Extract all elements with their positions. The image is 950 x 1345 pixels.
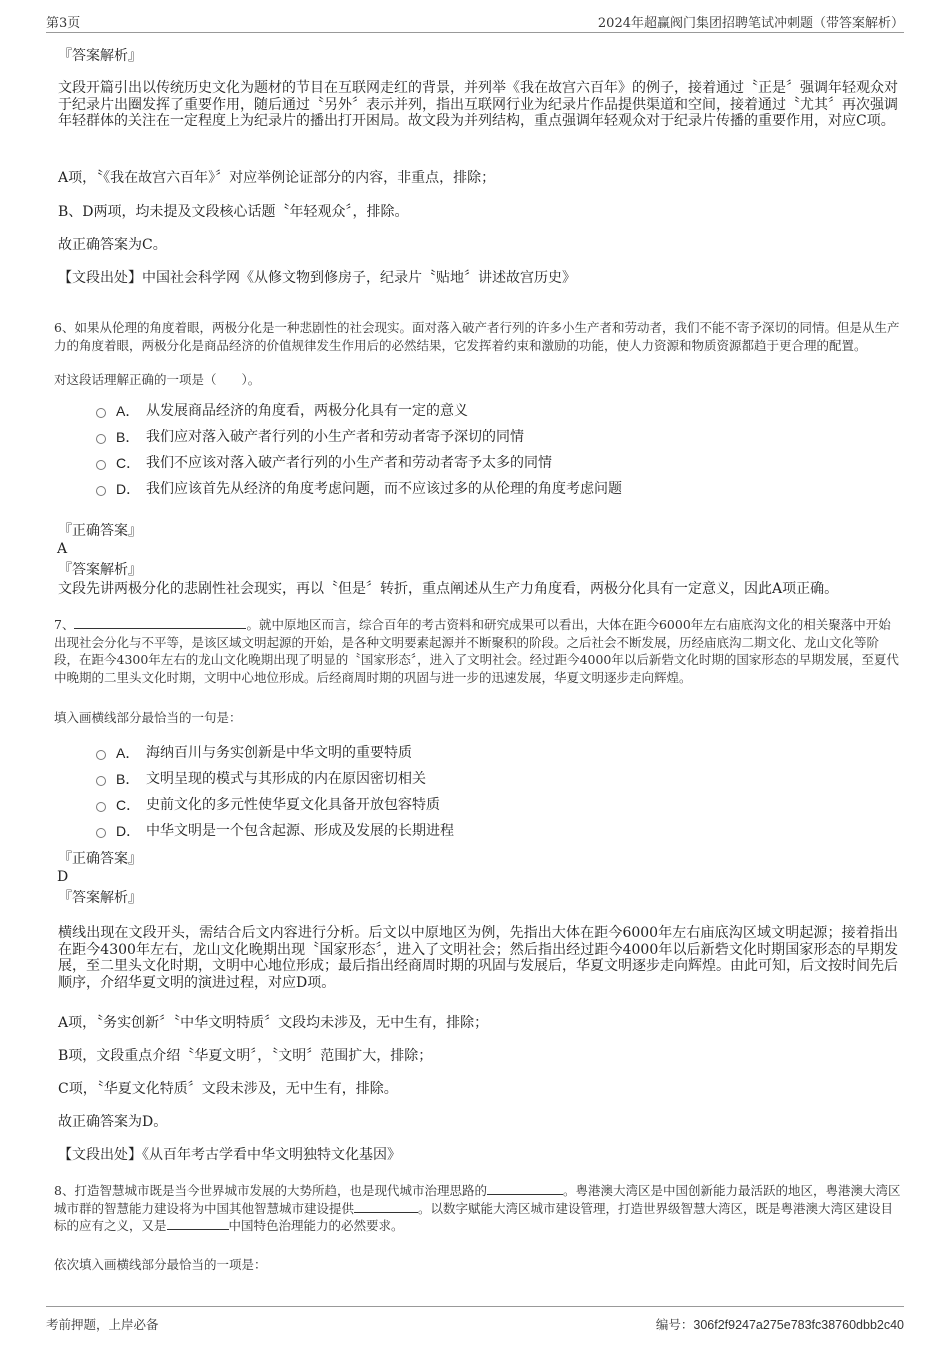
q8-part-4: 中国特色治理能力的必然要求。	[228, 1218, 404, 1233]
option-letter: A．	[116, 403, 140, 419]
answer-blank	[354, 1200, 418, 1213]
q5-line-a: A项，〝《我在故宫六百年》〞对应举例论证部分的内容，非重点，排除；	[58, 170, 496, 186]
option-text: 我们不应该对落入破产者行列的小生产者和劳动者寄予太多的同情	[146, 455, 552, 471]
q6-option-d[interactable]	[96, 480, 890, 498]
q7-option-a[interactable]	[96, 744, 890, 762]
q6-correct-label: 『正确答案』	[58, 523, 142, 539]
document-title: 2024年超赢阀门集团招聘笔试冲刺题（带答案解析）	[597, 15, 904, 31]
q6-option-b[interactable]	[96, 428, 890, 446]
q7-option-b[interactable]	[96, 770, 890, 788]
q6-option-c[interactable]	[96, 454, 890, 472]
q6-analysis-label: 『答案解析』	[58, 562, 142, 578]
code-label: 编号：	[655, 1317, 694, 1332]
page-footer	[46, 1306, 904, 1333]
q7-line-c: C项，〝华夏文化特质〞文段未涉及，无中生有，排除。	[58, 1081, 398, 1097]
option-letter: C．	[116, 797, 141, 813]
option-letter: B．	[116, 771, 140, 787]
q7-stem	[54, 616, 902, 686]
q6-stem: 6、如果从伦理的角度着眼，两极分化是一种悲剧性的社会现实。面对落入破产者行列的许多小生产者和劳动者，我们不能不寄予深切的同情。但是从生产力的角度着眼，两极分化是商品经济的价值规律发生作用后的必然结果，它发挥着约束和激励的功能，使人力资源和物质资源都趋于更合理的配置。	[54, 320, 900, 353]
footer-slogan: 考前押题，上岸必备	[46, 1317, 159, 1332]
q7-option-d[interactable]	[96, 822, 890, 840]
q7-analysis-label: 『答案解析』	[58, 890, 142, 906]
code-value: 306f2f9247a275e783fc38760dbb2c40	[693, 1318, 904, 1332]
q7-question: 填入画横线部分最恰当的一句是：	[54, 710, 242, 725]
option-letter: B．	[116, 429, 140, 445]
q7-conclusion: 故正确答案为D。	[58, 1114, 168, 1130]
option-letter: A．	[116, 745, 140, 761]
option-text: 从发展商品经济的角度看，两极分化具有一定的意义	[146, 403, 468, 419]
q8-stem	[54, 1182, 902, 1235]
radio-button[interactable]	[96, 460, 106, 470]
q7-correct-answer: D	[57, 869, 69, 885]
option-text: 史前文化的多元性使华夏文化具备开放包容特质	[146, 797, 440, 813]
q6-option-a[interactable]	[96, 402, 890, 420]
option-letter: C．	[116, 455, 141, 471]
q5-source: 【文段出处】中国社会科学网《从修文物到修房子，纪录片〝贴地〞讲述故宫历史》	[58, 270, 576, 286]
radio-button[interactable]	[96, 486, 106, 496]
q6-analysis-text: 文段先讲两极分化的悲剧性社会现实，再以〝但是〞转折，重点阐述从生产力角度看，两极分化具有一定意义，因此A项正确。	[58, 581, 839, 597]
q8-part-3: 。以数字赋能大湾区城市建设管理，打造世界级智慧大湾区，既是粤港澳大湾区建设目标的应有之义，又是	[54, 1200, 894, 1233]
q7-source: 【文段出处】《从百年考古学看中华文明独特文化基因》	[58, 1147, 401, 1163]
option-text: 中华文明是一个包含起源、形成及发展的长期进程	[146, 823, 454, 839]
q7-line-a: A项，〝务实创新〞〝中华文明特质〞文段均未涉及，无中生有，排除；	[58, 1015, 489, 1031]
page-header	[46, 10, 904, 33]
option-text: 我们应对落入破产者行列的小生产者和劳动者寄予深切的同情	[146, 429, 524, 445]
option-text: 海纳百川与务实创新是中华文明的重要特质	[146, 745, 412, 761]
q7-analysis-text: 横线出现在文段开头，需结合后文内容进行分析。后文以中原地区为例，先指出大体在距今6000年左右庙底沟区域文明起源；接着指出在距今4300年左右，龙山文化晚期出现〝国家形态〞，进入了文明社会；然后指出经过距今4000年以后新砦文化时期国家形态的早期发展，至二里头文化时期，文明中心地位形成；最后指出经商周时期的巩固与发展后，华夏文明逐步走向辉煌。由此可知，后文按时间先后顺序，介绍华夏文明的演进过程，对应D项。	[58, 925, 898, 991]
q7-option-c[interactable]	[96, 796, 890, 814]
option-letter: D．	[116, 823, 141, 839]
q8-question: 依次填入画横线部分最恰当的一项是：	[54, 1257, 267, 1272]
answer-blank	[487, 1182, 563, 1195]
q5-line-bd: B、D两项，均未提及文段核心话题〝年轻观众〞，排除。	[58, 204, 409, 220]
page-number: 第3页	[46, 15, 81, 31]
q8-part-1: 8、打造智慧城市既是当今世界城市发展的大势所趋，也是现代城市治理思路的	[54, 1183, 487, 1198]
answer-blank	[167, 1217, 229, 1230]
q8-part-2: 。粤港澳大湾区是中国创新能力最活跃的地区，粤港澳大湾区城市群的智慧能力建设将为中国其他智慧城市建设提供	[54, 1183, 901, 1216]
radio-button[interactable]	[96, 408, 106, 418]
answer-blank	[74, 616, 246, 629]
q5-analysis-label: 『答案解析』	[58, 48, 142, 64]
q7-correct-label: 『正确答案』	[58, 851, 142, 867]
q6-question: 对这段话理解正确的一项是（ ）。	[54, 372, 261, 387]
q7-line-b: B项，文段重点介绍〝华夏文明〞，〝文明〞范围扩大，排除；	[58, 1048, 433, 1064]
radio-button[interactable]	[96, 776, 106, 786]
radio-button[interactable]	[96, 750, 106, 760]
option-text: 文明呈现的模式与其形成的内在原因密切相关	[146, 771, 426, 787]
document-code	[656, 1315, 904, 1333]
option-letter: D．	[116, 481, 141, 497]
q5-conclusion: 故正确答案为C。	[58, 237, 167, 253]
question-number: 7、	[54, 617, 75, 632]
q6-correct-answer: A	[57, 541, 68, 557]
option-text: 我们应该首先从经济的角度考虑问题，而不应该过多的从伦理的角度考虑问题	[146, 481, 622, 497]
radio-button[interactable]	[96, 802, 106, 812]
radio-button[interactable]	[96, 434, 106, 444]
q7-stem-text: 。就中原地区而言，综合百年的考古资料和研究成果可以看出，大体在距今6000年左右庙底沟文化的相关聚落中开始出现社会分化与不平等，是该区域文明起源的开始，是各种文明要素起源并不断聚积的阶段。之后社会不断发展，历经庙底沟二期文化、龙山文化等阶段，在距今4300年左右的龙山文化晚期出现了明显的〝国家形态〞，进入了文明社会。经过距今4000年以后新砦文化时期的国家形态的早期发展，至夏代中晚期的二里头文化时期，文明中心地位形成。后经商周时期的巩固与进一步的迅速发展，华夏文明逐步走向辉煌。	[54, 617, 899, 685]
radio-button[interactable]	[96, 828, 106, 838]
q5-analysis-text: 文段开篇引出以传统历史文化为题材的节目在互联网走红的背景，并列举《我在故宫六百年》的例子，接着通过〝正是〞强调年轻观众对于纪录片出圈发挥了重要作用，随后通过〝另外〞表示并列，指出互联网行业为纪录片作品提供渠道和空间，接着通过〝尤其〞再次强调年轻群体的关注在一定程度上为纪录片的播出打开困局。故文段为并列结构，重点强调年轻观众对于纪录片传播的重要作用，对应C项。	[58, 80, 898, 129]
